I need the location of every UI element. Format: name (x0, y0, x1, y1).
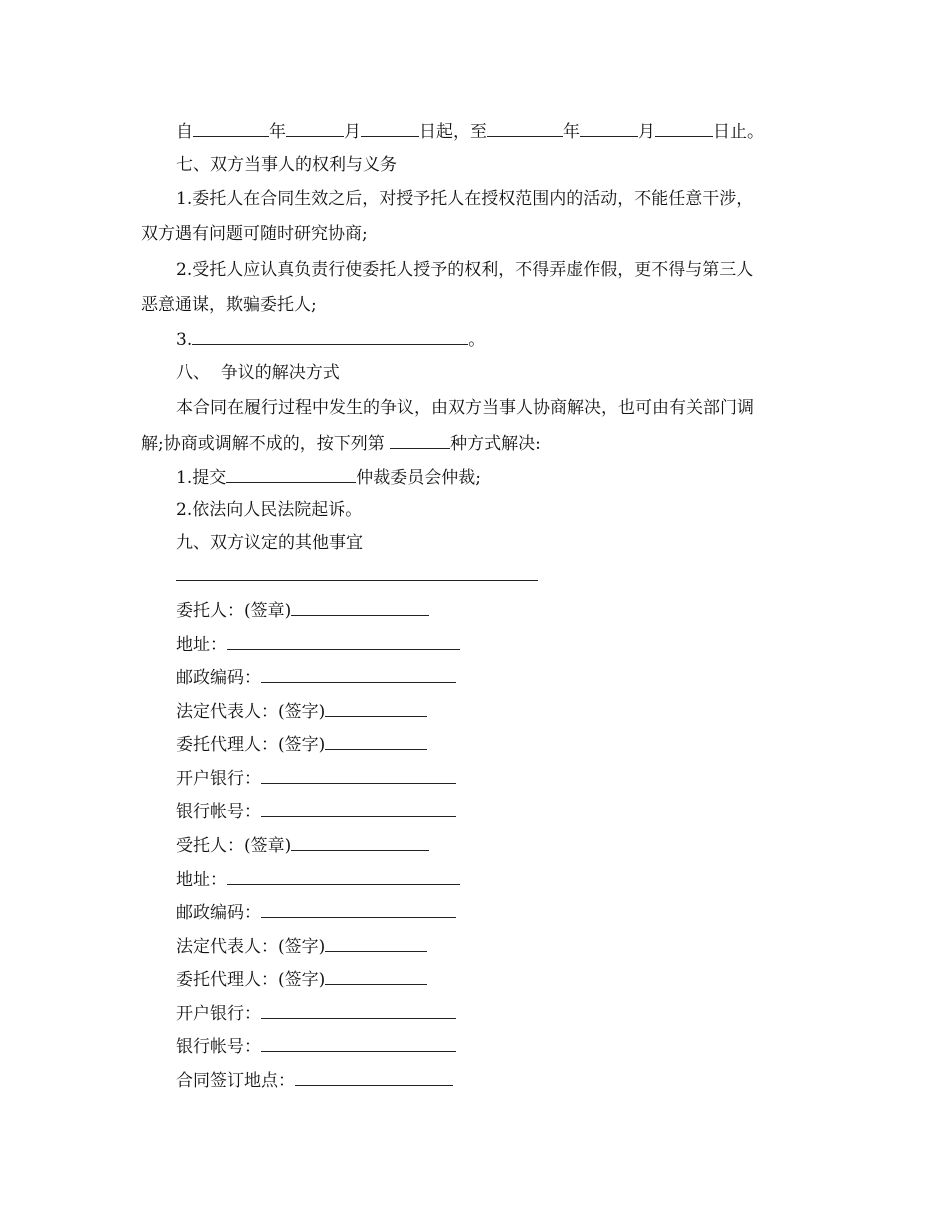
option1-prefix: 1.提交 (176, 468, 227, 488)
para-line2-suffix: 种方式解决: (450, 434, 541, 454)
section8-heading: 八、 争议的解决方式 (176, 363, 340, 383)
blank-trustee-agent (325, 969, 427, 985)
principal-account-line (176, 801, 456, 822)
blank-principal-legal-rep (325, 701, 427, 717)
section7-item2-line1: 2.受托人应认真负责行使委托人授予的权利，不得弄虚作假，更不得与第三人 (176, 260, 754, 280)
trustee-seal-line (176, 835, 429, 856)
trustee-postcode-label: 邮政编码： (176, 903, 261, 923)
blank-method-number (390, 433, 450, 449)
principal-account-label: 银行帐号： (176, 802, 261, 822)
principal-seal-line (176, 600, 429, 621)
term-line (176, 121, 764, 142)
principal-legal-rep-label: 法定代表人：(签字) (176, 702, 326, 722)
principal-postcode-line (176, 667, 456, 688)
trustee-bank-label: 开户银行： (176, 1004, 261, 1024)
term-end-year-label: 年 (563, 122, 580, 142)
section8-option2: 2.依法向人民法院起诉。 (176, 500, 363, 520)
section8-para-line2 (141, 433, 541, 454)
blank-trustee-bank (261, 1003, 456, 1019)
blank-trustee-seal (291, 835, 429, 851)
option1-suffix: 仲裁委员会仲裁; (356, 468, 481, 488)
item3-suffix: 。 (468, 330, 486, 350)
principal-agent-label: 委托代理人：(签字) (176, 735, 326, 755)
term-end-day-label: 日止。 (713, 122, 764, 142)
blank-end-year (487, 121, 563, 137)
blank-principal-postcode (261, 667, 456, 683)
trustee-legal-rep-line (176, 936, 427, 957)
item3-prefix: 3. (176, 330, 193, 350)
term-from: 自 (176, 122, 193, 142)
trustee-label: 受托人：(签章) (176, 836, 292, 856)
sign-place-label: 合同签订地点： (176, 1071, 295, 1091)
section7-heading: 七、双方当事人的权利与义务 (176, 155, 397, 175)
section8-para-line1: 本合同在履行过程中发生的争议，由双方当事人协商解决，也可由有关部门调 (176, 398, 754, 418)
trustee-postcode-line (176, 902, 456, 923)
principal-postcode-label: 邮政编码： (176, 668, 261, 688)
section9-heading: 九、双方议定的其他事宜 (176, 533, 363, 553)
other-matters-blank-line (176, 580, 538, 581)
blank-start-month (286, 121, 344, 137)
trustee-agent-line (176, 969, 427, 990)
principal-bank-line (176, 768, 456, 789)
blank-trustee-address (227, 869, 460, 885)
section7-item1-line2: 双方遇有问题可随时研究协商; (141, 224, 368, 244)
trustee-legal-rep-label: 法定代表人：(签字) (176, 937, 326, 957)
principal-legal-rep-line (176, 701, 427, 722)
para-line2-prefix: 解;协商或调解不成的，按下列第 (141, 434, 391, 454)
section8-option1 (176, 467, 481, 488)
sign-place-line (176, 1070, 453, 1091)
blank-sign-place (295, 1070, 453, 1086)
blank-principal-account (261, 801, 456, 817)
term-day-label: 日起，至 (419, 122, 487, 142)
blank-principal-seal (291, 600, 429, 616)
trustee-bank-line (176, 1003, 456, 1024)
term-end-month-label: 月 (638, 122, 655, 142)
section7-item3 (176, 329, 485, 350)
trustee-address-label: 地址： (176, 870, 227, 890)
trustee-agent-label: 委托代理人：(签字) (176, 970, 326, 990)
blank-trustee-legal-rep (325, 936, 427, 952)
term-month-label: 月 (344, 122, 361, 142)
term-year-label: 年 (269, 122, 286, 142)
blank-item3 (192, 329, 468, 345)
principal-agent-line (176, 734, 427, 755)
blank-arbitration-committee (226, 467, 356, 483)
trustee-account-label: 银行帐号： (176, 1037, 261, 1057)
blank-end-day (655, 121, 713, 137)
section7-item1-line1: 1.委托人在合同生效之后，对授予托人在授权范围内的活动，不能任意干涉， (176, 189, 754, 209)
blank-start-year (193, 121, 269, 137)
section7-item2-line2: 恶意通谋，欺骗委托人; (141, 295, 317, 315)
principal-address-label: 地址： (176, 635, 227, 655)
blank-trustee-account (261, 1036, 456, 1052)
blank-principal-bank (261, 768, 456, 784)
principal-label: 委托人：(签章) (176, 601, 292, 621)
blank-trustee-postcode (261, 902, 456, 918)
blank-start-day (361, 121, 419, 137)
principal-address-line (176, 634, 460, 655)
trustee-account-line (176, 1036, 456, 1057)
blank-principal-agent (325, 734, 427, 750)
trustee-address-line (176, 869, 460, 890)
principal-bank-label: 开户银行： (176, 769, 261, 789)
blank-principal-address (227, 634, 460, 650)
blank-end-month (580, 121, 638, 137)
